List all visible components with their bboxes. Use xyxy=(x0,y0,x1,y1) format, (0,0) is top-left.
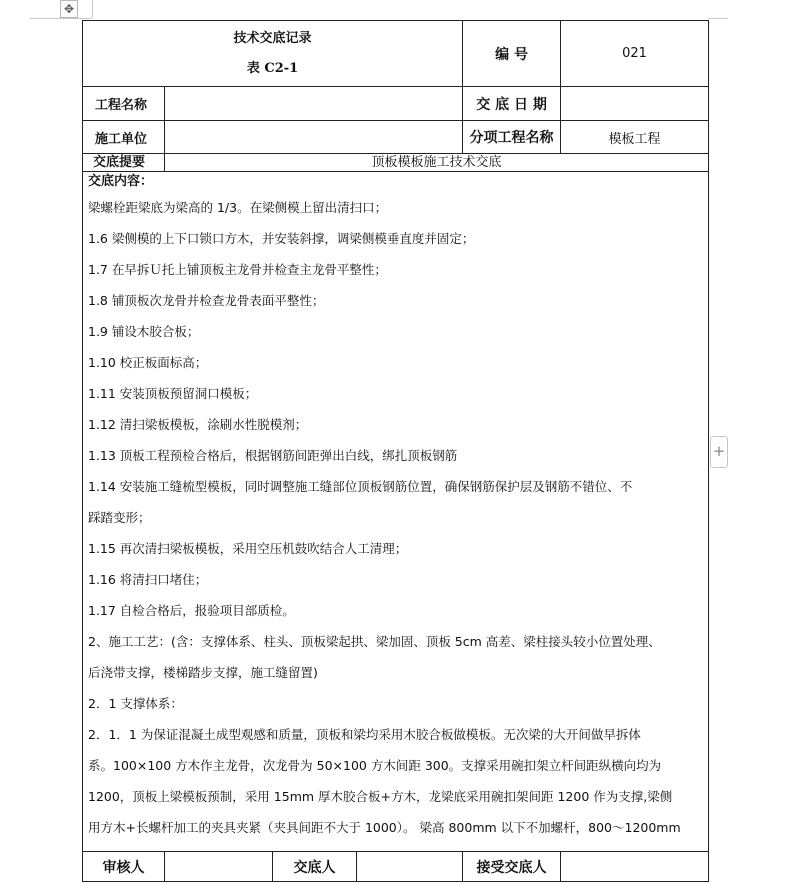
receiver-label: 接受交底人 xyxy=(463,852,561,882)
summary-value[interactable]: 顶板模板施工技术交底 xyxy=(165,154,709,172)
number-value[interactable]: 021 xyxy=(561,21,709,87)
content-line: 1.14 安装施工缝梳型模板，同时调整施工缝部位顶板钢筋位置，确保钢筋保护层及钢筋不错位、不 xyxy=(88,479,633,494)
content-line: 1.11 安装顶板预留洞口模板； xyxy=(88,386,258,401)
content-line: 用方木+长螺杆加工的夹具夹紧（夹具间距不大于 1000）。 梁高 800mm 以下不加螺杆，800～1200mm xyxy=(88,820,681,835)
add-column-icon[interactable]: + xyxy=(710,436,728,468)
content-line: 2．1．1 为保证混凝土成型观感和质量，顶板和梁均采用木胶合板做模板。无次梁的大开间做早拆体 xyxy=(88,727,641,742)
content-line: 1.7 在早拆Ｕ托上铺顶板主龙骨并检查主龙骨平整性； xyxy=(88,262,387,277)
content-line: 1.6 梁侧模的上下口锁口方木，并安装斜撑，调梁侧模垂直度并固定； xyxy=(88,231,475,246)
crop-mark-horizontal-right xyxy=(708,18,728,19)
reviewer-value[interactable] xyxy=(165,852,273,882)
crop-mark-vertical xyxy=(92,0,93,18)
content-line: 1.16 将清扫口堵住； xyxy=(88,572,208,587)
content-line: 1.17 自检合格后，报验项目部质检。 xyxy=(88,603,295,618)
project-name-value[interactable] xyxy=(165,87,463,121)
receiver-value[interactable] xyxy=(561,852,709,882)
presenter-label: 交底人 xyxy=(273,852,357,882)
content-line: 1.9 铺设木胶合板； xyxy=(88,324,200,339)
content-line: 2、施工工艺：(含：支撑体系、柱头、顶板梁起拱、梁加固、顶板 5cm 高差、梁柱接头较小位置处理、 xyxy=(88,634,661,649)
content-line: 梁螺栓距梁底为梁高的 1/3。在梁侧模上留出清扫口； xyxy=(88,200,388,215)
content-line: 1.8 铺顶板次龙骨并检查龙骨表面平整性； xyxy=(88,293,325,308)
date-value[interactable] xyxy=(561,87,709,121)
title-cell xyxy=(83,21,463,87)
content-line: 1.10 校正板面标高； xyxy=(88,355,208,370)
document-title: 技术交底记录 xyxy=(233,30,312,46)
record-table xyxy=(82,20,709,882)
date-label: 交 底 日 期 xyxy=(463,87,561,121)
subproject-name-label: 分项工程名称 xyxy=(463,121,561,154)
presenter-value[interactable] xyxy=(357,852,463,882)
form-code: 表 C2-1 xyxy=(246,60,299,76)
project-name-label: 工程名称 xyxy=(83,87,165,121)
content-line: 踩踏变形； xyxy=(88,510,151,525)
content-line: 1.12 清扫梁板模板，涂刷水性脱模剂； xyxy=(88,417,308,432)
subproject-name-value[interactable]: 模板工程 xyxy=(561,121,709,154)
content-line: 系。100×100 方木作主龙骨，次龙骨为 50×100 方木间距 300。支撑采用碗扣架立杆间距纵横向均为 xyxy=(88,758,662,773)
construction-unit-label: 施工单位 xyxy=(83,121,165,154)
content-line: 2．1 支撑体系： xyxy=(88,696,183,711)
content-line: 1.13 顶板工程预检合格后，根据钢筋间距弹出白线，绑扎顶板钢筋 xyxy=(88,448,458,463)
content-cell[interactable] xyxy=(83,172,709,852)
content-heading: 交底内容： xyxy=(88,174,154,189)
content-line: 1200，顶板上梁模板预制，采用 15mm 厚木胶合板+方木，龙梁底采用碗扣架间距 1200 作为支撑,梁侧 xyxy=(88,789,673,804)
table-move-handle-icon[interactable]: ✥ xyxy=(60,0,78,18)
summary-label: 交底提要 xyxy=(83,154,165,172)
content-line: 后浇带支撑，楼梯踏步支撑，施工缝留置) xyxy=(88,665,318,680)
number-label: 编 号 xyxy=(463,21,561,87)
crop-mark-horizontal xyxy=(30,18,92,19)
construction-unit-value[interactable] xyxy=(165,121,463,154)
content-line: 1.15 再次清扫梁板模板，采用空压机鼓吹结合人工清理； xyxy=(88,541,408,556)
reviewer-label: 审核人 xyxy=(83,852,165,882)
